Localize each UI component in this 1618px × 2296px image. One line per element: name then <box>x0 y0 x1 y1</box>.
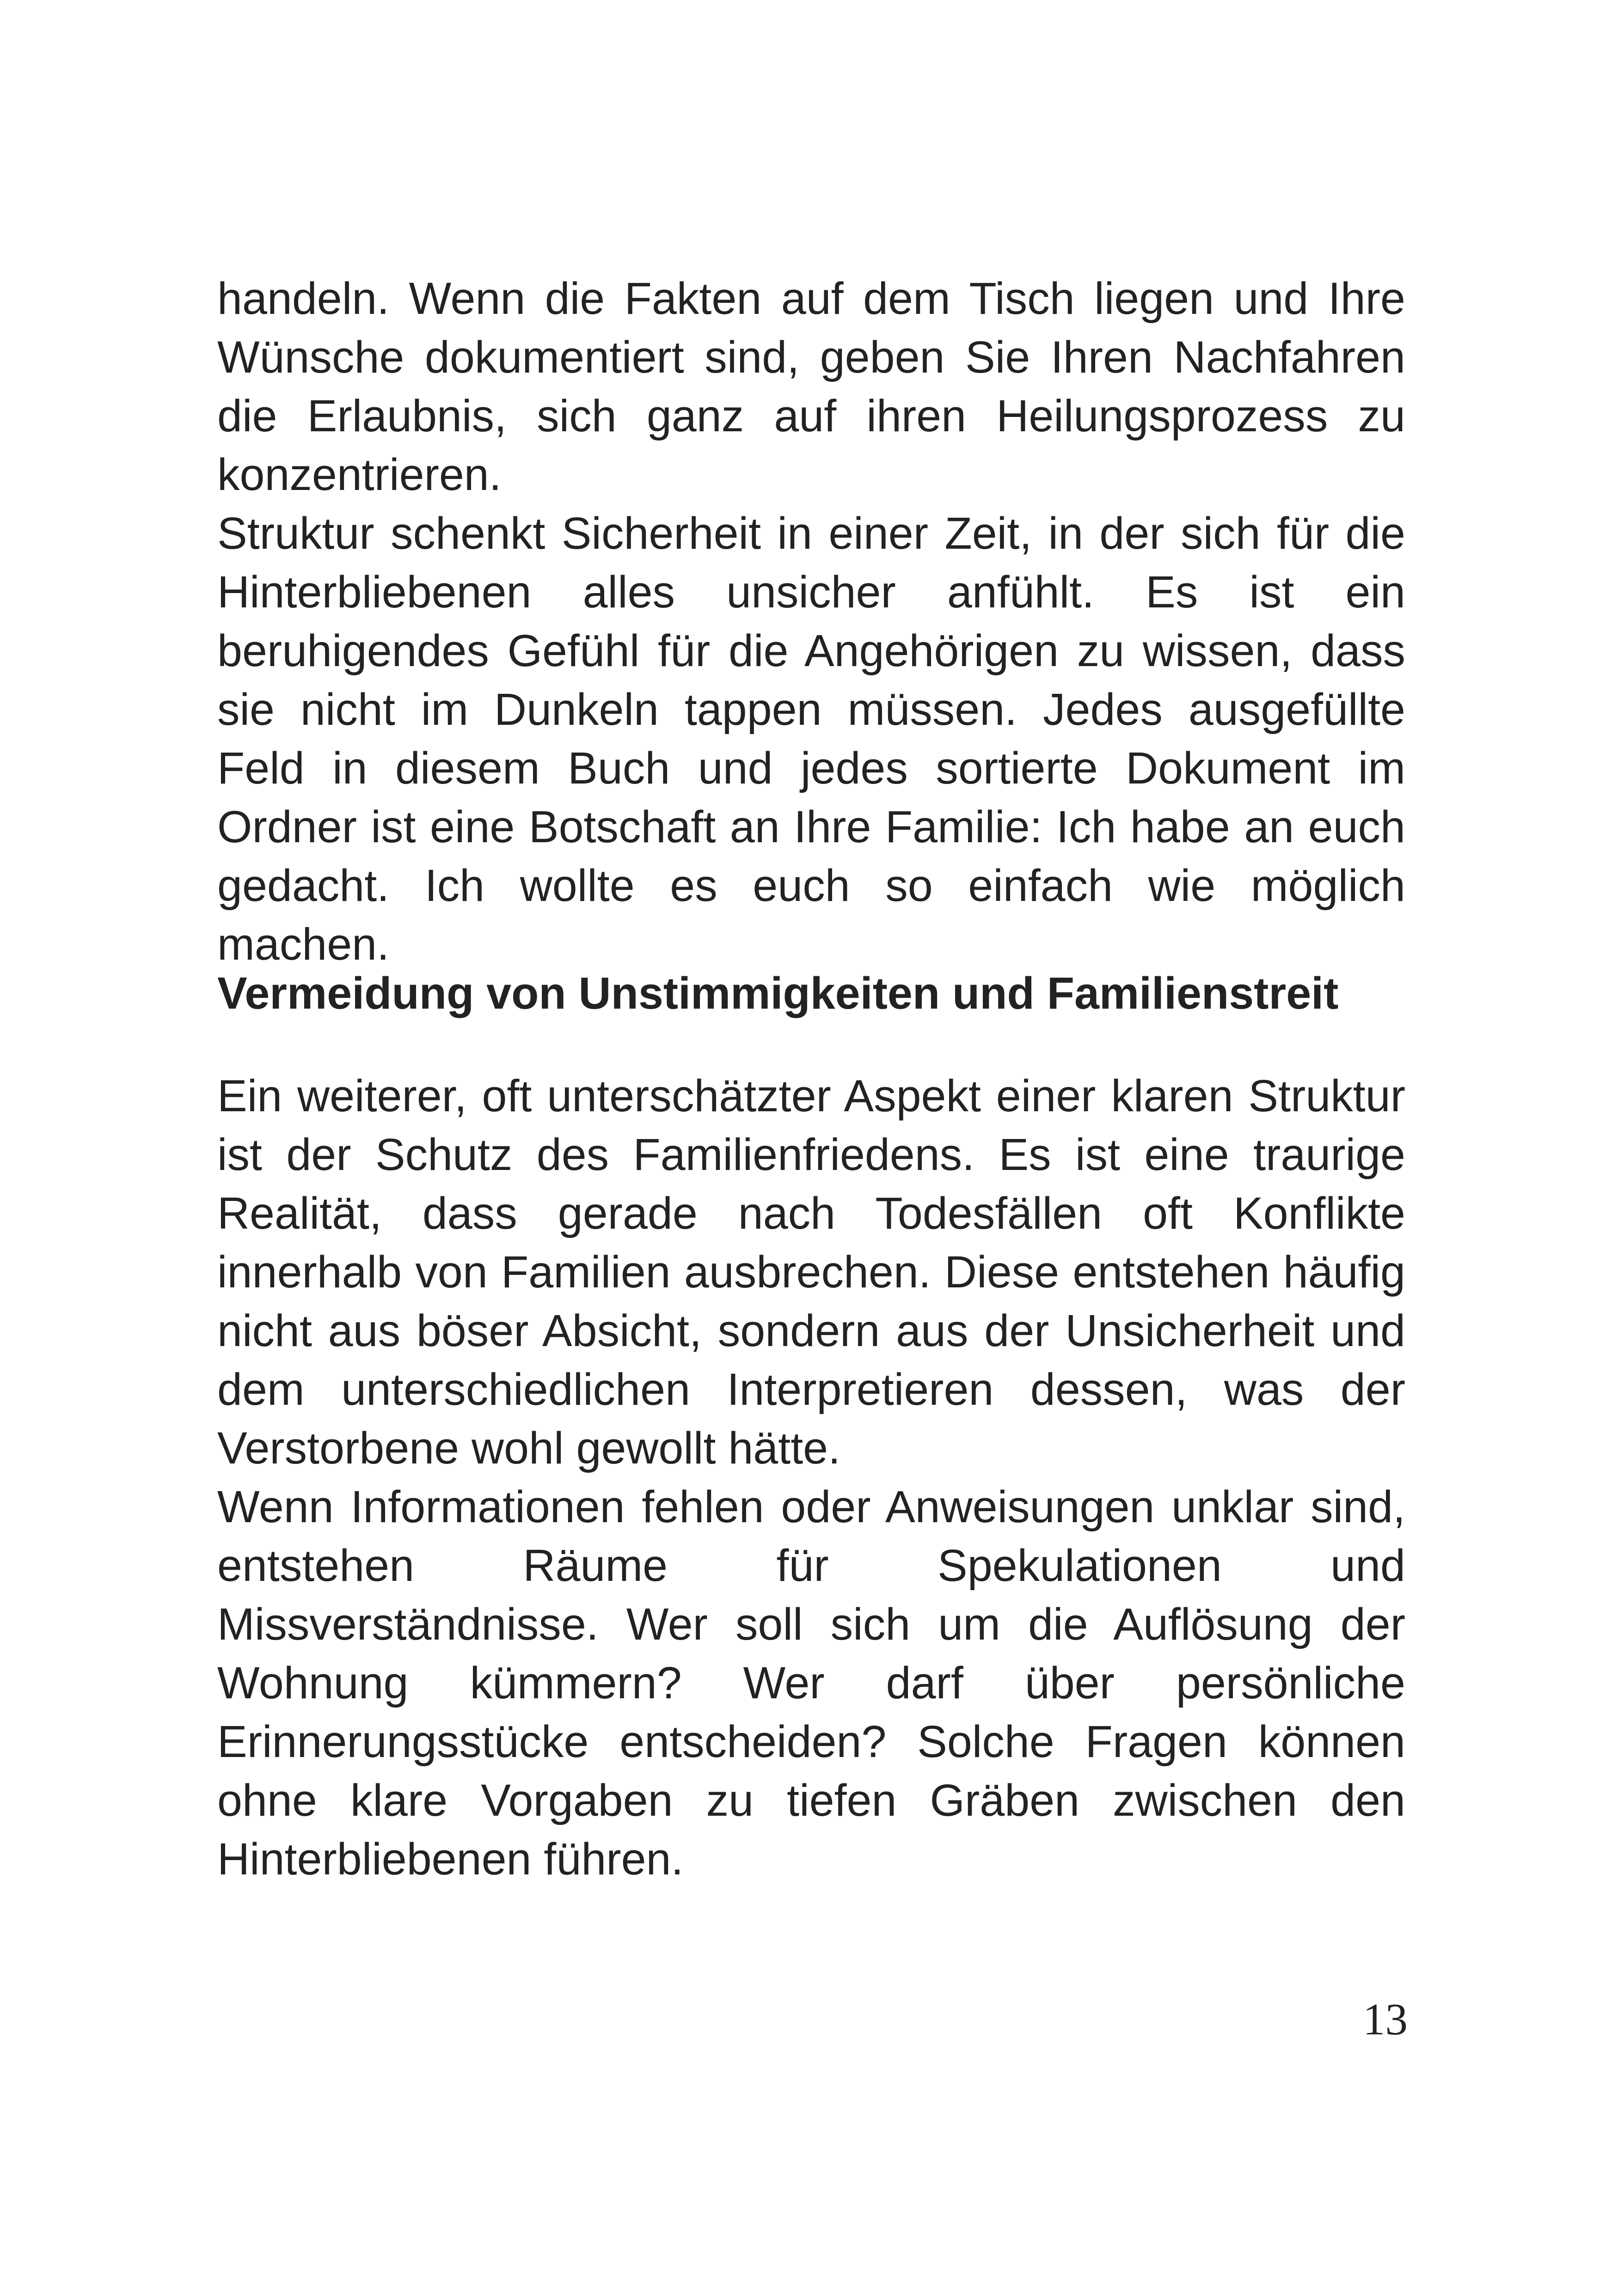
section-heading: Vermeidung von Unstimmigkeiten und Familienstreit <box>217 968 1339 1018</box>
paragraph: Struktur schenkt Sicherheit in einer Zeit, in der sich für die Hinterbliebenen alles unsicher anfühlt. Es ist ein beruhigendes Gefühl für die Angehörigen zu wissen, dass sie nicht im Dunkeln tappen müssen. Jedes ausgefüllte Feld in diesem Buch und jedes sortierte Dokument im Ordner ist eine Botschaft an Ihre Familie: Ich habe an euch gedacht. Ich wollte es euch so einfach wie möglich machen. <box>217 508 1405 969</box>
body-text-section-1 <box>217 269 1405 974</box>
paragraph: Wenn Informationen fehlen oder Anweisungen unklar sind, entstehen Räume für Spekulationen und Missverständnisse. Wer soll sich um die Auflösung der Wohnung kümmern? Wer darf über persönliche Erinnerungsstücke entscheiden? Solche Fragen können ohne klare Vorgaben zu tiefen Gräben zwischen den Hinterbliebenen führen. <box>217 1482 1405 1884</box>
paragraph: Ein weiterer, oft unterschätzter Aspekt einer klaren Struktur ist der Schutz des Familienfriedens. Es ist eine traurige Realität, dass gerade nach Todesfällen oft Konflikte innerhalb von Familien ausbrechen. Diese entstehen häufig nicht aus böser Absicht, sondern aus der Unsicherheit und dem unterschiedlichen Interpretieren dessen, was der Verstorbene wohl gewollt hätte. <box>217 1071 1405 1473</box>
page-number: 13 <box>1363 1995 1408 2044</box>
paragraph: handeln. Wenn die Fakten auf dem Tisch liegen und Ihre Wünsche dokumentiert sind, geben Sie Ihren Nachfahren die Erlaubnis, sich ganz auf ihren Heilungsprozess zu konzentrieren. <box>217 273 1405 500</box>
body-text-section-2 <box>217 1066 1405 1888</box>
